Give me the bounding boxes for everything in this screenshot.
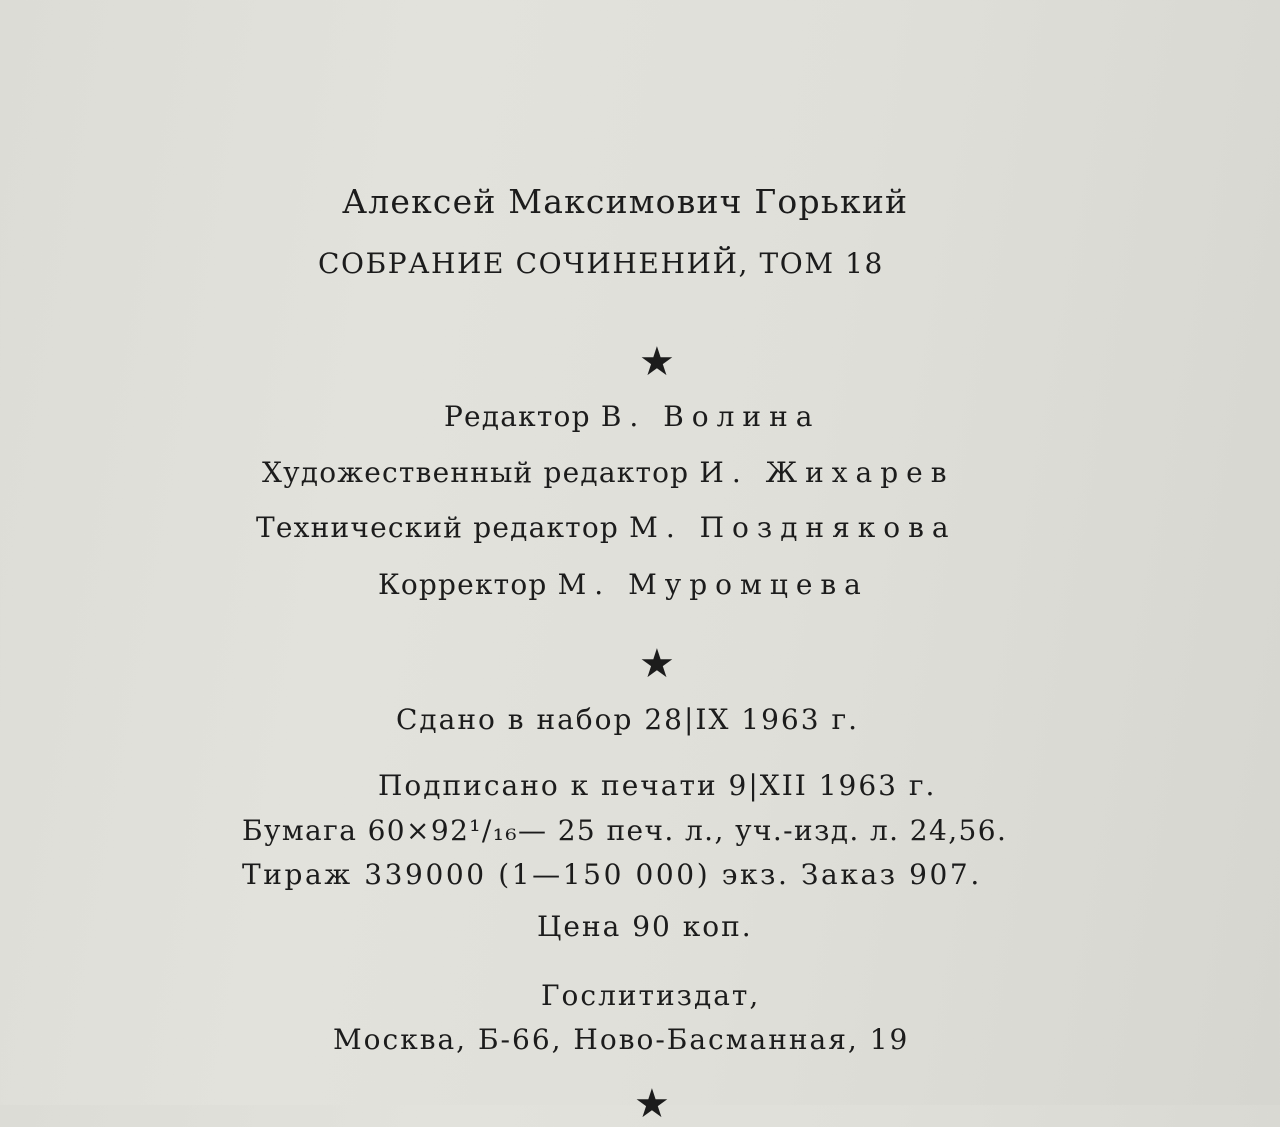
credit-technical-editor [256, 511, 957, 544]
star-icon: ★ [634, 1081, 670, 1127]
credit-proofreader [378, 568, 869, 601]
credit-role: Корректор [378, 568, 548, 601]
credit-editor [444, 400, 821, 433]
print-run: Тираж 339000 (1—150 000) экз. Заказ 907. [242, 858, 982, 891]
credit-person: М. Позднякова [629, 511, 957, 544]
signed-to-print-date: Подписано к печати 9|XII 1963 г. [378, 769, 937, 802]
publisher-address: Москва, Б-66, Ново-Басманная, 19 [333, 1023, 910, 1056]
credit-person: И. Жихарев [699, 456, 955, 489]
credit-role: Технический редактор [256, 511, 620, 544]
star-icon: ★ [639, 641, 675, 687]
typeset-date: Сдано в набор 28|IX 1963 г. [396, 703, 860, 736]
author-name: Алексей Максимович Горький [342, 182, 909, 221]
paper-format: Бумага 60×92¹/₁₆— 25 печ. л., уч.-изд. л. 24,56. [242, 814, 1008, 847]
price: Цена 90 коп. [537, 910, 753, 943]
credit-role: Художественный редактор [262, 456, 690, 489]
star-icon: ★ [639, 339, 675, 385]
credit-person: М. Муромцева [557, 568, 869, 601]
credit-art-editor [262, 456, 955, 489]
credit-person: В. Волина [600, 400, 821, 433]
credit-role: Редактор [444, 400, 591, 433]
publisher-name: Гослитиздат, [541, 979, 761, 1012]
book-title: СОБРАНИЕ СОЧИНЕНИЙ, ТОМ 18 [318, 247, 884, 280]
